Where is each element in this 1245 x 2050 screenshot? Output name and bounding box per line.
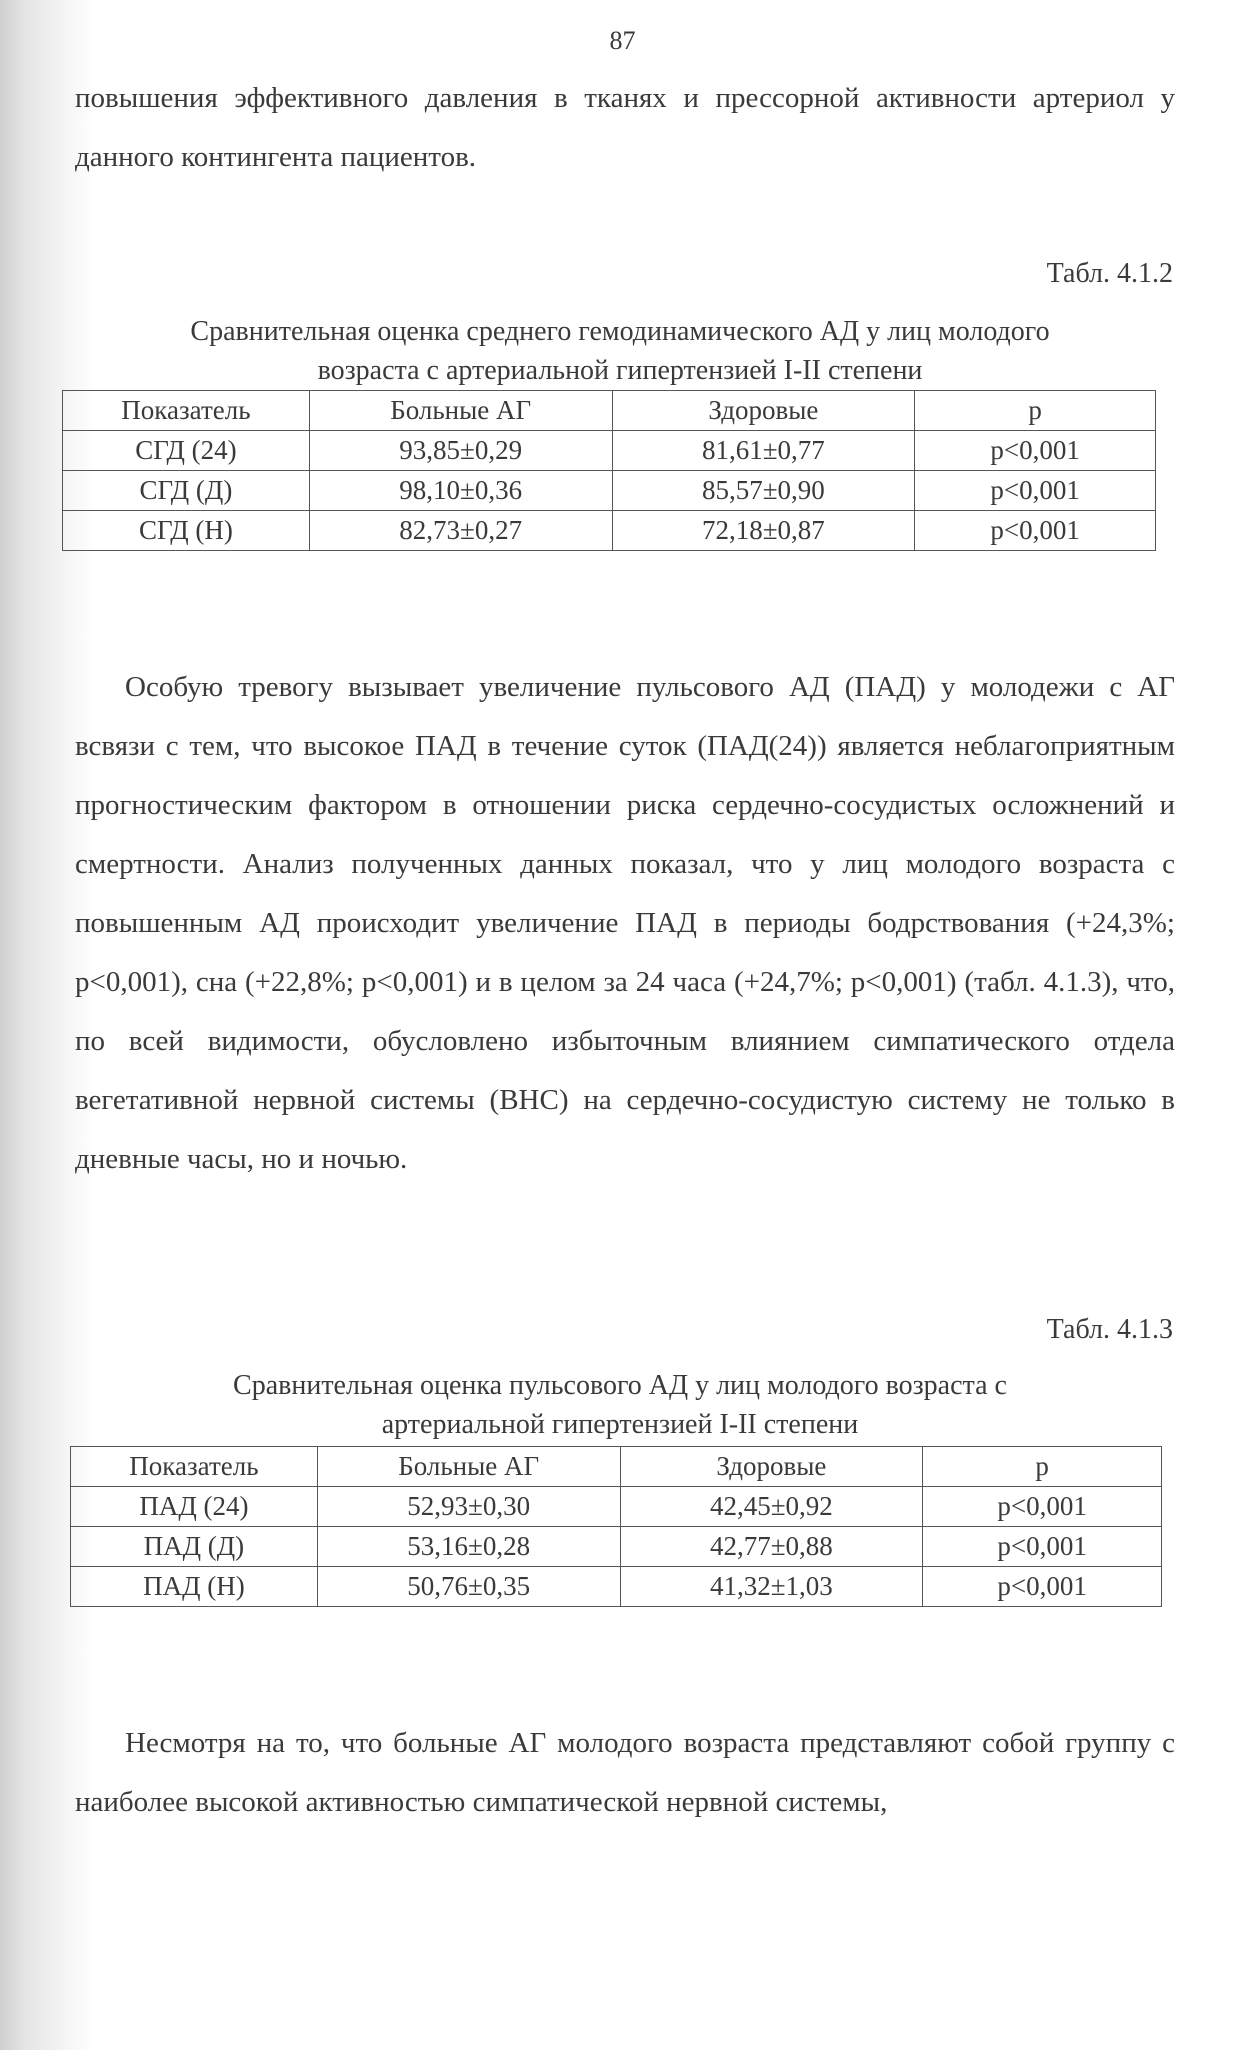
- table-header-row: [63, 391, 1156, 431]
- column-header: Здоровые: [612, 391, 915, 431]
- table-pulse-bp: [70, 1446, 1162, 1607]
- table-cell: 98,10±0,36: [309, 471, 612, 511]
- table-row: [63, 511, 1156, 551]
- table-caption-line: артериальной гипертензией I-II степени: [381, 1409, 859, 1440]
- table-cell: СГД (24): [63, 431, 310, 471]
- table-gemodynamic-bp: [62, 390, 1156, 551]
- paragraph-final: Несмотря на то, что больные АГ молодого возраста представляют собой группу с наиболее высокой активностью симпатической нервной системы,: [75, 1727, 1175, 1818]
- table-row: [71, 1487, 1162, 1527]
- table-row: [63, 431, 1156, 471]
- table-cell: p<0,001: [915, 431, 1156, 471]
- table-label: Табл. 4.1.3: [1046, 1314, 1173, 1345]
- table-cell: 52,93±0,30: [317, 1487, 620, 1527]
- paragraph-main: Особую тревогу вызывает увеличение пульсового АД (ПАД) у молодежи с АГ всвязи с тем, что высокое ПАД в течение суток (ПАД(24)) является неблагоприятным прогностическим фактором в отношении риска сердечно-сосудистых осложнений и смертности. Анализ полученных данных показал, что у лиц молодого возраста с повышенным АД происходит увеличение ПАД в периоды бодрствования (+24,3%; p<0,001), сна (+22,8%; p<0,001) и в целом за 24 часа (+24,7%; p<0,001) (табл. 4.1.3), что, по всей видимости, обусловлено избыточным влиянием симпатического отдела вегетативной нервной системы (ВНС) на сердечно-сосудистую систему не только в дневные часы, но и ночью.: [75, 671, 1175, 1175]
- table-cell: СГД (Н): [63, 511, 310, 551]
- table-cell: p<0,001: [915, 511, 1156, 551]
- column-header: p: [923, 1447, 1162, 1487]
- table-cell: p<0,001: [915, 471, 1156, 511]
- table-cell: 72,18±0,87: [612, 511, 915, 551]
- table-cell: p<0,001: [923, 1567, 1162, 1607]
- table-cell: ПАД (Д): [71, 1527, 318, 1567]
- table-row: [63, 471, 1156, 511]
- page-number: 87: [609, 26, 636, 55]
- paragraph-intro: повышения эффективного давления в тканях и прессорной активности артериол у данного контингента пациентов.: [75, 82, 1175, 173]
- table-cell: 82,73±0,27: [309, 511, 612, 551]
- column-header: Больные АГ: [309, 391, 612, 431]
- table-cell: 42,45±0,92: [620, 1487, 923, 1527]
- table-cell: ПАД (24): [71, 1487, 318, 1527]
- table-caption: [70, 312, 1170, 390]
- table-row: [71, 1527, 1162, 1567]
- table-label: Табл. 4.1.2: [1046, 258, 1173, 289]
- table-cell: 42,77±0,88: [620, 1527, 923, 1567]
- table-caption-line: возраста с артериальной гипертензией I-II степени: [317, 355, 923, 386]
- column-header: Показатель: [63, 391, 310, 431]
- table-cell: СГД (Д): [63, 471, 310, 511]
- table-cell: p<0,001: [923, 1487, 1162, 1527]
- table-cell: p<0,001: [923, 1527, 1162, 1567]
- table-cell: 50,76±0,35: [317, 1567, 620, 1607]
- table-caption: [70, 1366, 1170, 1444]
- table-cell: 41,32±1,03: [620, 1567, 923, 1607]
- column-header: Больные АГ: [317, 1447, 620, 1487]
- table-row: [71, 1567, 1162, 1607]
- table-cell: 53,16±0,28: [317, 1527, 620, 1567]
- table-cell: 85,57±0,90: [612, 471, 915, 511]
- table-cell: 81,61±0,77: [612, 431, 915, 471]
- table-cell: 93,85±0,29: [309, 431, 612, 471]
- table-caption-line: Сравнительная оценка среднего гемодинамического АД у лиц молодого: [190, 316, 1050, 347]
- table-cell: ПАД (Н): [71, 1567, 318, 1607]
- column-header: Показатель: [71, 1447, 318, 1487]
- table-caption-line: Сравнительная оценка пульсового АД у лиц молодого возраста с: [233, 1370, 1007, 1401]
- column-header: p: [915, 391, 1156, 431]
- column-header: Здоровые: [620, 1447, 923, 1487]
- table-header-row: [71, 1447, 1162, 1487]
